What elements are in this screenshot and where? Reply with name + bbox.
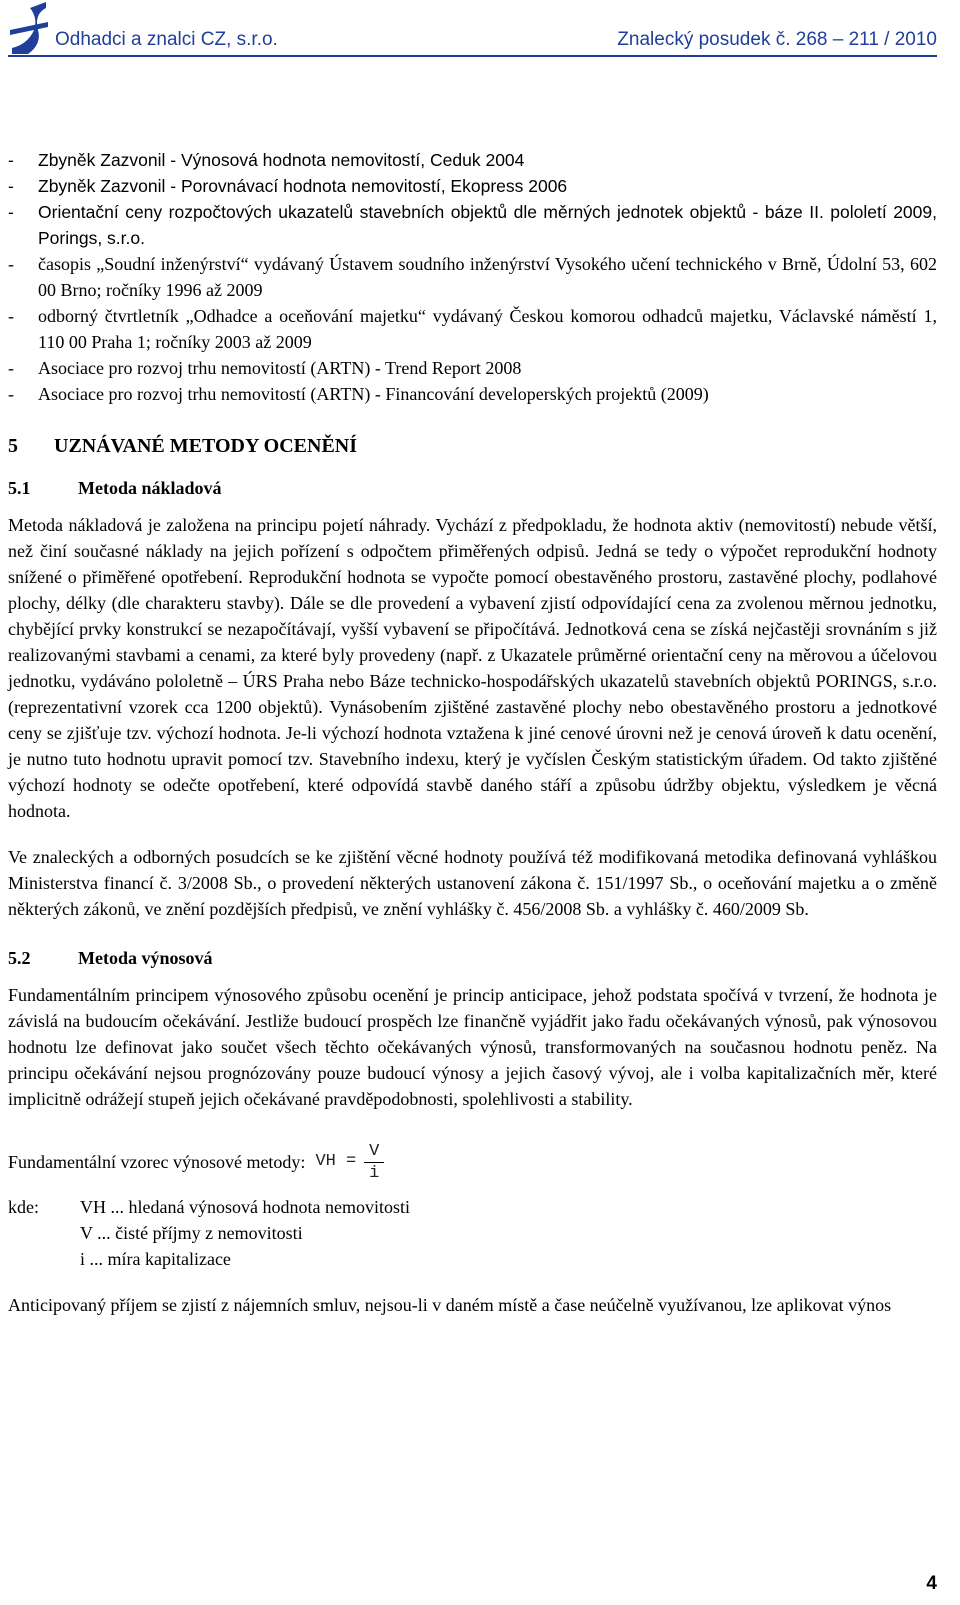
bib-text: Orientační ceny rozpočtových ukazatelů stavebních objektů dle měrných jednotek objektů - báze II. pololetí 2009, Porings, s.r.o. (38, 202, 937, 248)
section-title: UZNÁVANÉ METODY OCENĚNÍ (54, 435, 358, 457)
section-5-heading (8, 432, 937, 460)
bibliography-list (8, 147, 937, 407)
bib-text: Zbyněk Zazvonil - Porovnávací hodnota nemovitostí, Ekopress 2006 (38, 176, 568, 196)
formula-lhs: VH = (315, 1152, 357, 1171)
header-company: Odhadci a znalci CZ, s.r.o. (55, 29, 278, 50)
bib-text: časopis „Soudní inženýrství“ vydávaný Ústavem soudního inženýrství Vysokého učení technického v Brně, Údolní 53, 602 00 Brno; ročníky 1996 až 2009 (38, 254, 937, 300)
page-content (8, 147, 937, 1318)
company-logo-icon (8, 0, 50, 56)
page-number: 4 (926, 1573, 937, 1594)
bib-item (8, 199, 937, 251)
bullet-dash: - (8, 358, 14, 378)
section-number: 5 (8, 435, 18, 457)
paragraph: Anticipovaný příjem se zjistí z nájemních smluv, nejsou-li v daném místě a čase neúčelně využívanou, lze aplikovat výnos (8, 1295, 892, 1315)
header-rule (8, 55, 937, 57)
bib-item (8, 355, 937, 381)
bullet-dash: - (8, 150, 14, 170)
bullet-dash: - (8, 384, 14, 404)
bib-item (8, 303, 937, 355)
header-doc-ref: Znalecký posudek č. 268 – 211 / 2010 (617, 29, 937, 50)
where-item: VH ... hledaná výnosová hodnota nemovitosti (80, 1197, 410, 1217)
bullet-dash: - (8, 202, 14, 222)
section-5-2-heading (8, 944, 937, 972)
formula-legend (8, 1194, 937, 1272)
section-title: Metoda nákladová (78, 478, 222, 498)
where-list (80, 1194, 410, 1272)
bib-text: odborný čtvrtletník „Odhadce a oceňování majetku“ vydávaný Českou komorou odhadců majetku, Václavské náměstí 1, 110 00 Praha 1; ročníky 2003 až 2009 (38, 306, 937, 352)
bib-text: Asociace pro rozvoj trhu nemovitostí (ARTN) - Trend Report 2008 (38, 358, 522, 378)
bib-item (8, 147, 937, 173)
where-item: V ... čisté příjmy z nemovitosti (80, 1223, 303, 1243)
formula-denominator: i (369, 1163, 380, 1183)
section-number: 5.1 (8, 478, 31, 498)
where-label: kde: (8, 1197, 39, 1217)
section-title: Metoda výnosová (78, 948, 213, 968)
bullet-dash: - (8, 254, 14, 274)
paragraph: Fundamentálním principem výnosového způsobu ocenění je princip anticipace, jehož podstata spočívá v tvrzení, že hodnota je závislá na budoucím očekávání. Jestliže budoucí prospěch lze finančně vyjádřit jako řadu očekávaných výnosů, pak výnosovou hodnotu lze definovat jako součet všech těchto očekávaných výnosů, transformovaných na současnou hodnotu peněz. Na principu očekávání nejsou prognózovány pouze budoucí výnosy a jejich časový vývoj, ale i volba kapitalizačních měr, které implicitně odrážejí stupeň jejich očekávané pravděpodobnosti, spolehlivosti a stability. (8, 985, 937, 1109)
bib-item (8, 173, 937, 199)
formula-numerator: V (369, 1141, 380, 1161)
where-item: i ... míra kapitalizace (80, 1249, 231, 1269)
section-5-1-heading (8, 474, 937, 502)
formula-label: Fundamentální vzorec výnosové metody: (8, 1152, 306, 1172)
bib-item (8, 251, 937, 303)
bib-text: Zbyněk Zazvonil - Výnosová hodnota nemovitostí, Ceduk 2004 (38, 150, 525, 170)
section-number: 5.2 (8, 948, 31, 968)
paragraph: Metoda nákladová je založena na principu pojetí náhrady. Vychází z předpokladu, že hodnota aktiv (nemovitostí) nebude větší, než činí současné náklady na jejich pořízení s odpočtem přiměřených odpisů. Jedná se tedy o výpočet reprodukční hodnoty snížené o přiměřené opotřebení. Reprodukční hodnota se vypočte pomocí obestavěného prostoru, zastavěné plochy, podlahové plochy, délky (dle charakteru stavby). Dále se dle provedení a vybavení zjistí odpovídající cena za zvolenou měrnou jednotku, chybějící prvky konstrukcí se nezapočítávají, vyšší vybavení se připočítává. Jednotková cena se získá nejčastěji srovnáním s již realizovanými stavbami a cenami, za které byly provedeny (např. z Ukazatele průměrné orientační ceny na měrovou a účelovou jednotku, vydáváno pololetně – ÚRS Praha nebo Báze technicko-hospodářských ukazatelů stavebních objektů PORINGS, s.r.o. (reprezentativní vzorek cca 1200 objektů). Vynásobením zjištěné zastavěné plochy nebo obestavěného prostoru a jednotkové ceny se zjišťuje tzv. výchozí hodnota. Je-li výchozí hodnota vztažena k jiné cenové úrovni než je cenová úroveň k datu ocenění, je nutno tuto hodnotu upravit pomocí tzv. Stavebního indexu, který je vyčíslen Českým statistickým úřadem. Od takto zjištěné výchozí hodnoty se odečte opotřebení, které odpovídá stavbě daného stáří a způsobu údržby objektu, výsledkem je věcná hodnota. (8, 515, 937, 821)
formula (8, 1136, 937, 1188)
formula-fraction (364, 1141, 384, 1184)
bullet-dash: - (8, 306, 14, 326)
paragraph: Ve znaleckých a odborných posudcích se ke zjištění věcné hodnoty používá též modifikovaná metodika definovaná vyhláškou Ministerstva financí č. 3/2008 Sb., o provedení některých ustanovení zákona č. 151/1997 Sb., o oceňování majetku a o změně některých zákonů, ve znění pozdějších předpisů, ve znění vyhlášky č. 456/2008 Sb. a vyhlášky č. 460/2009 Sb. (8, 847, 937, 919)
bullet-dash: - (8, 176, 14, 196)
bib-item (8, 381, 937, 407)
bib-text: Asociace pro rozvoj trhu nemovitostí (ARTN) - Financování developerských projektů (2009) (38, 384, 709, 404)
